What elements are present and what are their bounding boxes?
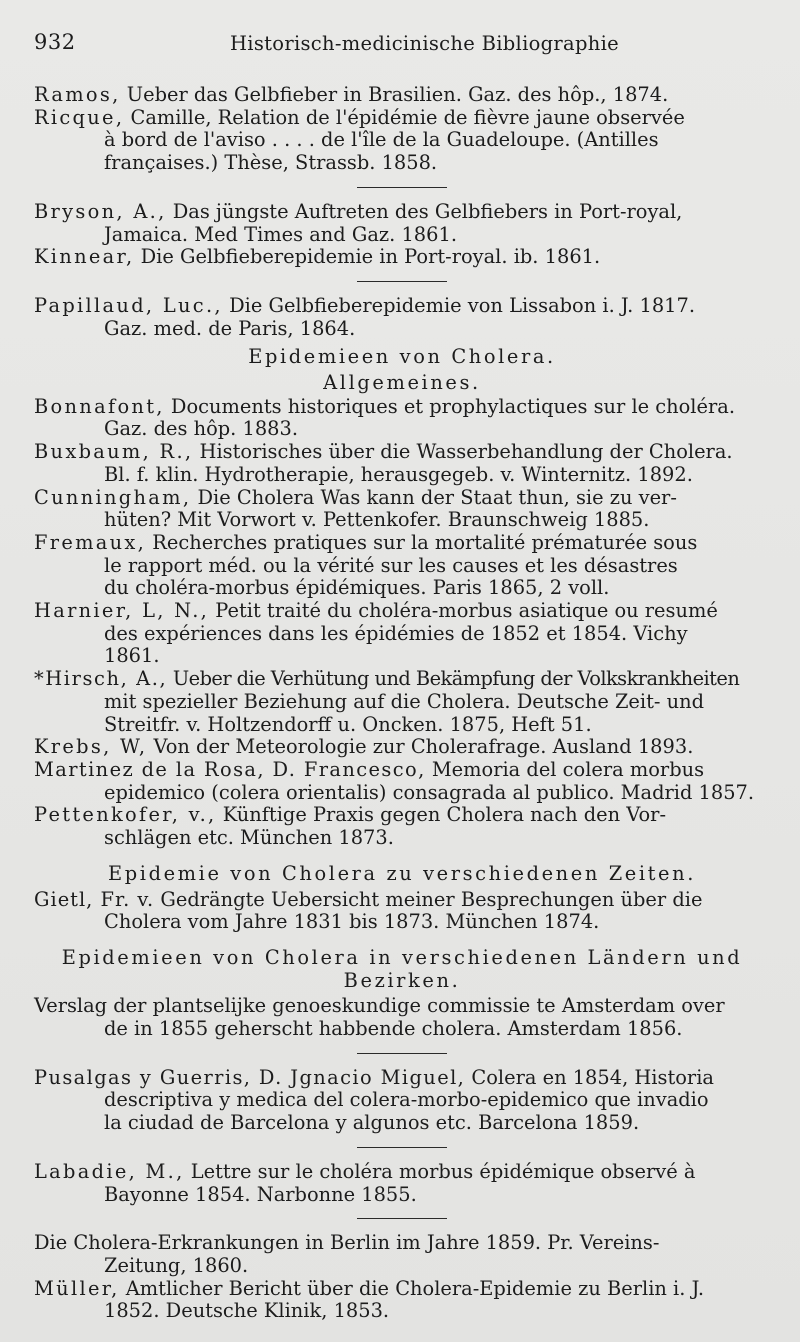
entry-author: Bryson, A., xyxy=(34,199,167,223)
entry-text: Die Cholera Was kann der Staat thun, sie zu ver- xyxy=(191,485,677,509)
running-head xyxy=(34,28,760,58)
entry-author: Krebs, W, xyxy=(34,735,148,759)
entry-text: Streitfr. v. Holtzendorff u. Oncken. 1875, Heft 51. xyxy=(104,712,592,736)
entry-text: Verslag der plantselijke genoeskundige commissie te Amsterdam over xyxy=(34,994,725,1018)
section-heading-zeiten: Epidemie von Cholera zu verschiedenen Zeiten. xyxy=(108,861,696,885)
entry-text: Die Gelbfieberepidemie von Lissabon i. J. 1817. xyxy=(222,293,696,317)
entry-text: Documents historiques et prophylactiques sur le choléra. xyxy=(164,394,735,418)
running-title: Historisch-medicinische Bibliographie xyxy=(230,32,619,55)
entry-text: à bord de l'aviso . . . . de l'île de la Guadeloupe. (Antilles xyxy=(104,128,659,152)
entry-text: Zeitung, 1860. xyxy=(104,1253,249,1277)
entry-text: Amtlicher Bericht über die Cholera-Epidemie zu Berlin i. J. xyxy=(119,1276,705,1300)
entry-text: du choléra-morbus épidémiques. Paris 1865, 2 voll. xyxy=(104,576,610,600)
page-number: 932 xyxy=(34,30,76,54)
entry-text: des expériences dans les épidémies de 1852 et 1854. Vichy xyxy=(104,621,688,645)
entry-text: Künftige Praxis gegen Cholera nach den Vor- xyxy=(216,803,666,827)
entry-text: Jamaica. Med Times and Gaz. 1861. xyxy=(104,222,457,246)
entry-bryson xyxy=(34,201,770,246)
entry-text: 1861. xyxy=(104,644,160,668)
entry-text: Bl. f. klin. Hydrotherapie, herausgegeb. v. Winternitz. 1892. xyxy=(104,462,693,486)
entry-papillaud xyxy=(34,295,770,340)
section-divider xyxy=(357,1053,447,1054)
entry-author: Fremaux, xyxy=(34,530,147,554)
entry-author: Müller, xyxy=(34,1276,120,1300)
entry-author: Labadie, M., xyxy=(34,1159,185,1183)
entry-text: hüten? Mit Vorwort v. Pettenkofer. Braunschweig 1885. xyxy=(104,508,650,532)
entry-text: 1852. Deutsche Klinik, 1853. xyxy=(104,1299,390,1323)
entry-ricque xyxy=(34,107,770,175)
entry-author: Buxbaum, R., xyxy=(34,440,194,464)
entry-text: Cholera vom Jahre 1831 bis 1873. München 1874. xyxy=(104,910,600,934)
heading-line: Epidemieen von Cholera in verschiedenen Ländern und xyxy=(61,945,743,969)
entry-pusalgas xyxy=(34,1067,770,1135)
entry-buxbaum xyxy=(34,441,770,486)
section-heading-laendern xyxy=(34,947,770,992)
entry-bonnafont xyxy=(34,396,770,441)
entry-text: Historisches über die Wasserbehandlung der Cholera. xyxy=(193,440,733,464)
entry-text: Die Gelbfieberepidemie in Port-royal. ib. 1861. xyxy=(134,245,601,269)
entry-text: Memoria del colera morbus xyxy=(425,757,705,781)
bibliography-body xyxy=(34,84,770,1323)
entry-gietl xyxy=(34,889,770,934)
entry-text: Das jüngste Auftreten des Gelbfiebers in Port-royal, xyxy=(166,199,683,223)
entry-text: Gaz. med. de Paris, 1864. xyxy=(104,316,356,340)
entry-author: Harnier, L, N., xyxy=(34,599,210,623)
entry-text: Ueber das Gelbfieber in Brasilien. Gaz. des hôp., 1874. xyxy=(120,83,669,106)
entry-pettenkofer xyxy=(34,804,770,849)
entry-kinnear xyxy=(34,246,770,269)
entry-labadie xyxy=(34,1161,770,1206)
entry-author: Kinnear, xyxy=(34,245,135,269)
entry-text: Die Cholera-Erkrankungen in Berlin im Jahre 1859. Pr. Vereins- xyxy=(34,1231,660,1255)
entry-ramos xyxy=(34,84,770,107)
entry-author: Gietl, Fr. v. xyxy=(34,887,155,911)
entry-author: Ricque, xyxy=(34,105,125,129)
entry-text: Von der Meteorologie zur Cholerafrage. Ausland 1893. xyxy=(147,735,694,759)
entry-text: Ueber die Verhütung und Bekämpfung der Volkskrankheiten xyxy=(167,667,740,691)
entry-text: le rapport méd. ou la vérité sur les causes et les désastres xyxy=(104,553,678,577)
entry-fremaux xyxy=(34,532,770,600)
entry-author: Martinez de la Rosa, D. Francesco, xyxy=(34,757,426,781)
entry-hirsch xyxy=(34,668,770,736)
entry-author: Ramos, xyxy=(34,83,121,106)
entry-text: Colera en 1854, Historia xyxy=(465,1065,714,1089)
entry-text: descriptiva y medica del colera-morbo-epidemico que invadio xyxy=(104,1088,709,1112)
entry-text: Lettre sur le choléra morbus épidémique observé à xyxy=(184,1159,696,1183)
entry-cunningham xyxy=(34,487,770,532)
section-divider xyxy=(357,1218,447,1219)
entry-author: Pettenkofer, v., xyxy=(34,803,217,827)
entry-martinez xyxy=(34,759,770,804)
entry-author: Pusalgas y Guerris, D. Jgnacio Miguel, xyxy=(34,1065,466,1089)
entry-text: Bayonne 1854. Narbonne 1855. xyxy=(104,1182,417,1206)
entry-text: Gedrängte Uebersicht meiner Besprechungen über die xyxy=(154,887,703,911)
entry-text: Camille, Relation de l'épidémie de fièvre jaune observée xyxy=(124,105,685,129)
entry-text: de in 1855 geherscht habbende cholera. Amsterdam 1856. xyxy=(104,1017,683,1041)
heading-line: Bezirken. xyxy=(343,968,461,992)
entry-harnier xyxy=(34,600,770,668)
entry-text: Gaz. des hôp. 1883. xyxy=(104,417,299,441)
entry-text: la ciudad de Barcelona y algunos etc. Barcelona 1859. xyxy=(104,1111,640,1135)
entry-author: Cunningham, xyxy=(34,485,192,509)
entry-mueller xyxy=(34,1278,770,1323)
section-heading-cholera: Epidemieen von Cholera. xyxy=(248,345,556,369)
entry-author: Bonnafont, xyxy=(34,394,165,418)
entry-text: Recherches pratiques sur la mortalité prématurée sous xyxy=(146,530,698,554)
section-divider xyxy=(357,1147,447,1148)
entry-text: schlägen etc. München 1873. xyxy=(104,826,394,850)
entry-verslag xyxy=(34,995,770,1040)
entry-text: mit spezieller Beziehung auf die Cholera. Deutsche Zeit- und xyxy=(104,689,705,713)
entry-author: *Hirsch, A., xyxy=(34,667,168,691)
section-divider xyxy=(357,281,447,282)
section-subheading-allgemeines: Allgemeines. xyxy=(323,371,481,395)
section-divider xyxy=(357,187,447,188)
entry-text: françaises.) Thèse, Strassb. 1858. xyxy=(104,151,438,175)
entry-krebs xyxy=(34,736,770,759)
entry-cholera-berlin xyxy=(34,1232,770,1277)
entry-text: epidemico (colera orientalis) consagrada al publico. Madrid 1857. xyxy=(104,780,755,804)
entry-text: Petit traité du choléra-morbus asiatique ou resumé xyxy=(209,599,718,623)
entry-author: Papillaud, Luc., xyxy=(34,293,223,317)
